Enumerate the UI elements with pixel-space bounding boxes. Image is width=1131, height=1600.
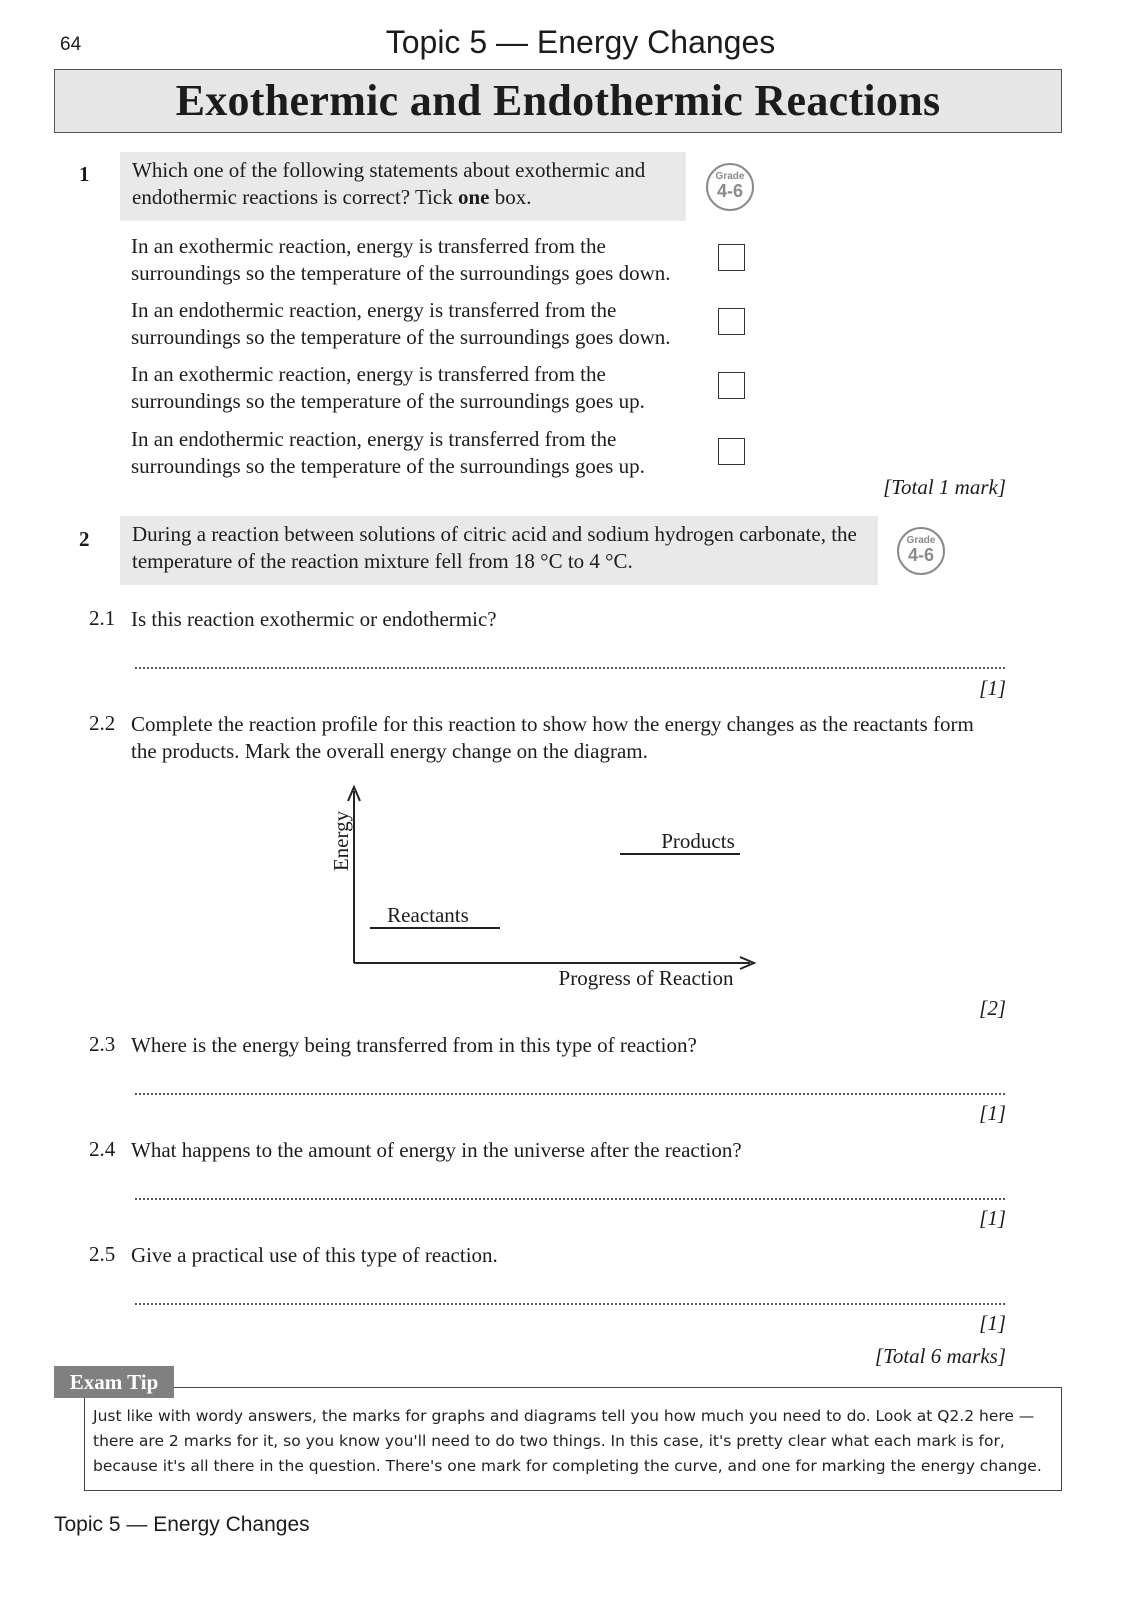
option-4-checkbox[interactable] [718, 438, 745, 465]
question-2-prompt: During a reaction between solutions of citric acid and sodium hydrogen carbonate, the temperature of the reaction mixture fell from 18 °C to 4 °C. [120, 516, 878, 585]
question-1-prompt-end: box. [489, 185, 532, 209]
part-2-1-answer-line[interactable] [135, 667, 1005, 669]
part-2-4-marks: [1] [979, 1206, 1006, 1230]
footer-topic: Topic 5 — Energy Changes [54, 1513, 310, 1536]
option-1-checkbox[interactable] [718, 244, 745, 271]
part-2-5-answer-line[interactable] [135, 1303, 1005, 1305]
part-2-5-number: 2.5 [89, 1242, 116, 1266]
part-2-3-question: Where is the energy being transferred from in this type of reaction? [131, 1033, 697, 1057]
y-axis-label: Energy [329, 810, 353, 872]
exam-tip-text: Just like with wordy answers, the marks for graphs and diagrams tell you how much you need to do. Look at Q2.2 here — there are 2 marks for it, so you know you'll need to do two things. In this case, it's pretty clear what each mark is for, because it's all there in the question. There's one mark for completing the curve, and one for marking the energy change. [93, 1407, 1042, 1475]
title-banner [54, 69, 1062, 133]
part-2-5-marks: [1] [979, 1311, 1006, 1335]
option-3-checkbox[interactable] [718, 372, 745, 399]
products-label: Products [661, 829, 735, 853]
option-2-text: In an endothermic reaction, energy is transferred from the surroundings so the temperature of the surroundings goes down. [131, 298, 671, 349]
part-2-4-number: 2.4 [89, 1137, 116, 1161]
option-2-checkbox[interactable] [718, 308, 745, 335]
part-2-2-marks: [2] [979, 996, 1006, 1020]
part-2-5-question: Give a practical use of this type of reaction. [131, 1243, 498, 1267]
grade-badge-value: 4-6 [716, 181, 743, 201]
grade-badge-icon [706, 163, 754, 211]
page-title: Exothermic and Endothermic Reactions [175, 76, 941, 125]
question-1-total-marks: [Total 1 mark] [883, 475, 1006, 499]
part-2-1-question: Is this reaction exothermic or endothermic? [131, 607, 497, 631]
grade-badge-label: Grade [906, 535, 936, 546]
part-2-4-question: What happens to the amount of energy in the universe after the reaction? [131, 1138, 742, 1162]
question-1-prompt [120, 152, 686, 221]
reaction-profile-diagram[interactable] [310, 775, 780, 990]
part-2-2-question: Complete the reaction profile for this reaction to show how the energy changes as the reactants form the products. Mark the overall energy change on the diagram. [131, 712, 974, 763]
option-1-text: In an exothermic reaction, energy is transferred from the surroundings so the temperature of the surroundings goes down. [131, 234, 671, 285]
question-2-number: 2 [79, 527, 90, 551]
part-2-3-answer-line[interactable] [135, 1093, 1005, 1095]
page-number: 64 [60, 34, 82, 55]
question-1-prompt-text: Which one of the following statements about exothermic and endothermic reactions is correct? Tick [132, 158, 646, 209]
reactants-label: Reactants [387, 903, 469, 927]
part-2-2-number: 2.2 [89, 711, 116, 735]
part-2-1-marks: [1] [979, 676, 1006, 700]
question-2-total-marks: [Total 6 marks] [874, 1344, 1006, 1368]
grade-badge-value: 4-6 [907, 545, 934, 565]
x-axis-label: Progress of Reaction [558, 966, 734, 990]
exam-tip-box [84, 1387, 1062, 1491]
grade-badge-label: Grade [715, 171, 745, 182]
topic-title: Topic 5 — Energy Changes [385, 24, 776, 60]
part-2-3-marks: [1] [979, 1101, 1006, 1125]
question-1-prompt-emphasis: one [457, 185, 490, 209]
part-2-4-answer-line[interactable] [135, 1198, 1005, 1200]
grade-badge-icon [897, 527, 945, 575]
part-2-1-number: 2.1 [89, 606, 116, 630]
question-1-number: 1 [79, 162, 90, 186]
part-2-3-number: 2.3 [89, 1032, 116, 1056]
option-3-text: In an exothermic reaction, energy is transferred from the surroundings so the temperature of the surroundings goes up. [131, 362, 645, 413]
exam-tip-label: Exam Tip [54, 1366, 174, 1398]
option-4-text: In an endothermic reaction, energy is transferred from the surroundings so the temperature of the surroundings goes up. [131, 427, 645, 478]
